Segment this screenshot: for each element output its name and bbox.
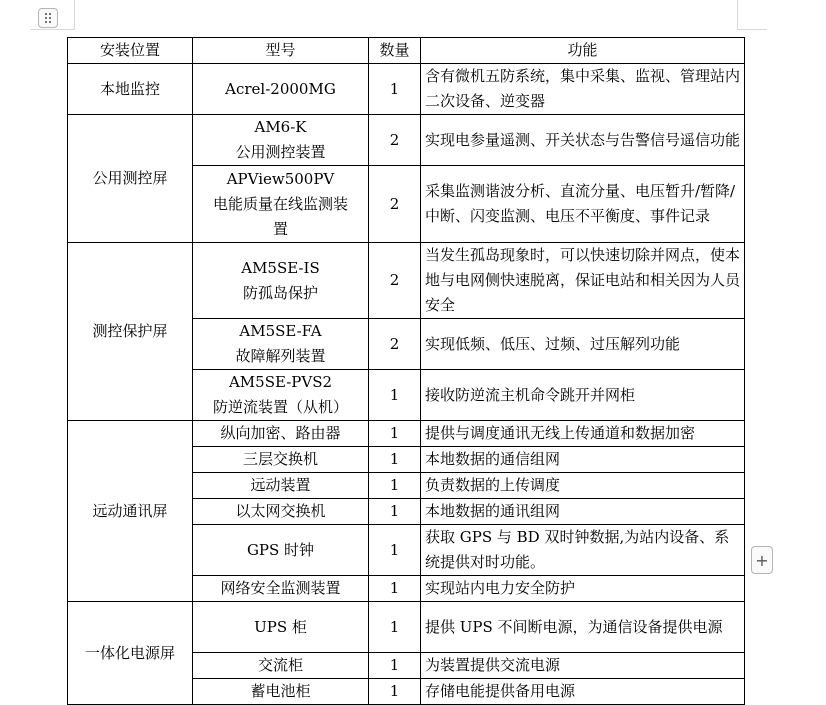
add-column-button[interactable] (751, 546, 773, 574)
model-cell (193, 319, 369, 370)
table-move-handle[interactable] (38, 8, 58, 28)
model-line: 三层交换机 (242, 450, 318, 468)
qty-cell: 1 (369, 447, 421, 473)
qty-cell: 1 (369, 473, 421, 499)
model-line: 网络安全监测装置 (220, 579, 341, 597)
function-cell: 实现电参量遥测、开关状态与告警信号遥信功能 (421, 115, 745, 166)
model-cell (193, 473, 369, 499)
model-line: APView500PV (226, 169, 335, 188)
location-cell: 一体化电源屏 (68, 602, 193, 705)
qty-cell: 2 (369, 115, 421, 166)
header-model: 型号 (193, 38, 369, 64)
function-cell: 本地数据的通信组网 (421, 447, 745, 473)
model-line: 防逆流装置（从机） (212, 398, 348, 416)
model-line: 以太网交换机 (235, 502, 326, 520)
model-cell (193, 447, 369, 473)
model-line: 交流柜 (257, 656, 303, 674)
function-cell: 提供与调度通讯无线上传通道和数据加密 (421, 421, 745, 447)
location-cell: 测控保护屏 (68, 243, 193, 421)
qty-cell: 1 (369, 525, 421, 576)
model-cell (193, 653, 369, 679)
table-header-row (68, 38, 745, 64)
margin-guide (737, 29, 767, 30)
qty-cell: 1 (369, 64, 421, 115)
plus-icon: + (755, 550, 769, 570)
table-row (68, 64, 745, 115)
model-cell (193, 499, 369, 525)
qty-cell: 1 (369, 499, 421, 525)
qty-cell: 1 (369, 653, 421, 679)
model-line: 防孤岛保护 (242, 283, 318, 302)
function-cell: 负责数据的上传调度 (421, 473, 745, 499)
model-line: AM5SE-PVS2 (228, 373, 333, 391)
margin-guide (74, 0, 75, 30)
header-quantity: 数量 (369, 38, 421, 64)
location-cell: 公用测控屏 (68, 115, 193, 243)
model-line: Acrel-2000MG (225, 79, 336, 98)
model-cell (193, 602, 369, 653)
model-line: GPS 时钟 (246, 540, 315, 559)
model-line: 电能质量在线监测装 (212, 194, 348, 213)
qty-cell: 1 (369, 370, 421, 421)
table-row (68, 602, 745, 653)
model-line: 置 (272, 219, 288, 238)
header-function: 功能 (421, 38, 745, 64)
model-line: AM6-K (254, 118, 307, 136)
location-cell: 本地监控 (68, 64, 193, 115)
table-row (68, 115, 745, 166)
model-cell (193, 64, 369, 115)
header-location: 安装位置 (68, 38, 193, 64)
qty-cell: 1 (369, 679, 421, 705)
function-cell: 本地数据的通讯组网 (421, 499, 745, 525)
model-cell (193, 370, 369, 421)
model-cell (193, 576, 369, 602)
model-line: 公用测控装置 (235, 143, 326, 161)
model-line: 远动装置 (250, 476, 311, 494)
function-cell: 含有微机五防系统，集中采集、监视、管理站内二次设备、逆变器 (421, 64, 745, 115)
function-cell: 为装置提供交流电源 (421, 653, 745, 679)
qty-cell: 1 (369, 421, 421, 447)
model-cell (193, 421, 369, 447)
margin-guide (30, 29, 75, 30)
model-cell (193, 166, 369, 243)
model-line: 纵向加密、路由器 (220, 424, 341, 442)
model-cell (193, 525, 369, 576)
function-cell: 接收防逆流主机命令跳开并网柜 (421, 370, 745, 421)
function-cell: 实现站内电力安全防护 (421, 576, 745, 602)
qty-cell: 2 (369, 243, 421, 319)
model-line: UPS 柜 (254, 617, 307, 636)
table-row (68, 421, 745, 447)
qty-cell: 1 (369, 576, 421, 602)
function-cell: 实现低频、低压、过频、过压解列功能 (421, 319, 745, 370)
function-cell: 采集监测谐波分析、直流分量、电压暂升/暂降/中断、闪变监测、电压不平衡度、事件记录 (421, 166, 745, 243)
function-cell: 提供 UPS 不间断电源，为通信设备提供电源 (421, 602, 745, 653)
model-line: 故障解列装置 (235, 347, 326, 365)
model-line: 蓄电池柜 (250, 682, 311, 700)
margin-guide (737, 0, 738, 30)
qty-cell: 2 (369, 166, 421, 243)
table-row (68, 243, 745, 319)
model-line: AM5SE-FA (239, 322, 322, 340)
equipment-table (67, 37, 745, 705)
function-cell: 获取 GPS 与 BD 双时钟数据,为站内设备、系统提供对时功能。 (421, 525, 745, 576)
function-cell: 当发生孤岛现象时，可以快速切除并网点，使本地与电网侧快速脱离，保证电站和相关因为人员安全 (421, 243, 745, 319)
drag-handle-icon (43, 12, 53, 24)
qty-cell: 1 (369, 602, 421, 653)
function-cell: 存储电能提供备用电源 (421, 679, 745, 705)
model-cell (193, 115, 369, 166)
model-line: AM5SE-IS (241, 258, 320, 277)
qty-cell: 2 (369, 319, 421, 370)
location-cell: 远动通讯屏 (68, 421, 193, 602)
model-cell (193, 243, 369, 319)
